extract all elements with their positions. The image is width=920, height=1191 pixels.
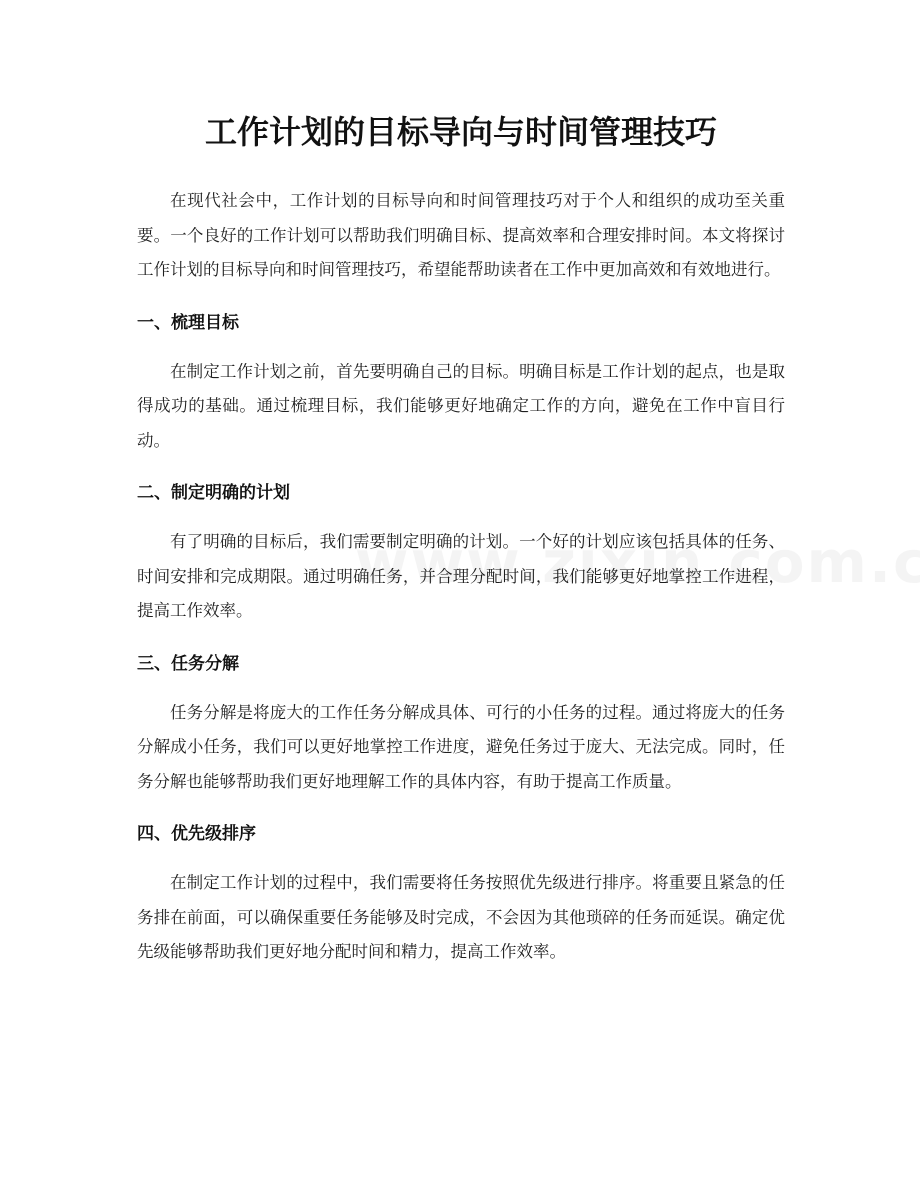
section-heading-4: 四、优先级排序 (137, 824, 256, 844)
section-body-1: 在制定工作计划之前，首先要明确自己的目标。明确目标是工作计划的起点，也是取得成功的基础。通过梳理目标，我们能够更好地确定工作的方向，避免在工作中盲目行动。 (137, 361, 785, 450)
section-body-2: 有了明确的目标后，我们需要制定明确的计划。一个好的计划应该包括具体的任务、时间安排和完成期限。通过明确任务，并合理分配时间，我们能够更好地掌控工作进程，提高工作效率。 (137, 532, 785, 620)
section-heading-3: 三、任务分解 (137, 653, 239, 674)
section-body-3: 任务分解是将庞大的工作任务分解成具体、可行的小任务的过程。通过将庞大的任务分解成小任务，我们可以更好地掌控工作进度，避免任务过于庞大、无法完成。同时，任务分解也能够帮助我们更好地理解工作的具体内容，有助于提高工作质量。 (137, 702, 785, 791)
section-heading-1: 一、梳理目标 (137, 312, 239, 333)
intro-paragraph: 在现代社会中，工作计划的目标导向和时间管理技巧对于个人和组织的成功至关重要。一个良好的工作计划可以帮助我们明确目标、提高效率和合理安排时间。本文将探讨工作计划的目标导向和时间管理技巧，希望能帮助读者在工作中更加高效和有效地进行。 (137, 191, 785, 279)
section-heading-2: 二、制定明确的计划 (137, 483, 290, 503)
document-title: 工作计划的目标导向与时间管理技巧 (204, 113, 717, 151)
section-body-4: 在制定工作计划的过程中，我们需要将任务按照优先级进行排序。将重要且紧急的任务排在前面，可以确保重要任务能够及时完成，不会因为其他琐碎的任务而延误。确定优先级能够帮助我们更好地分配时间和精力，提高工作效率。 (137, 873, 785, 961)
